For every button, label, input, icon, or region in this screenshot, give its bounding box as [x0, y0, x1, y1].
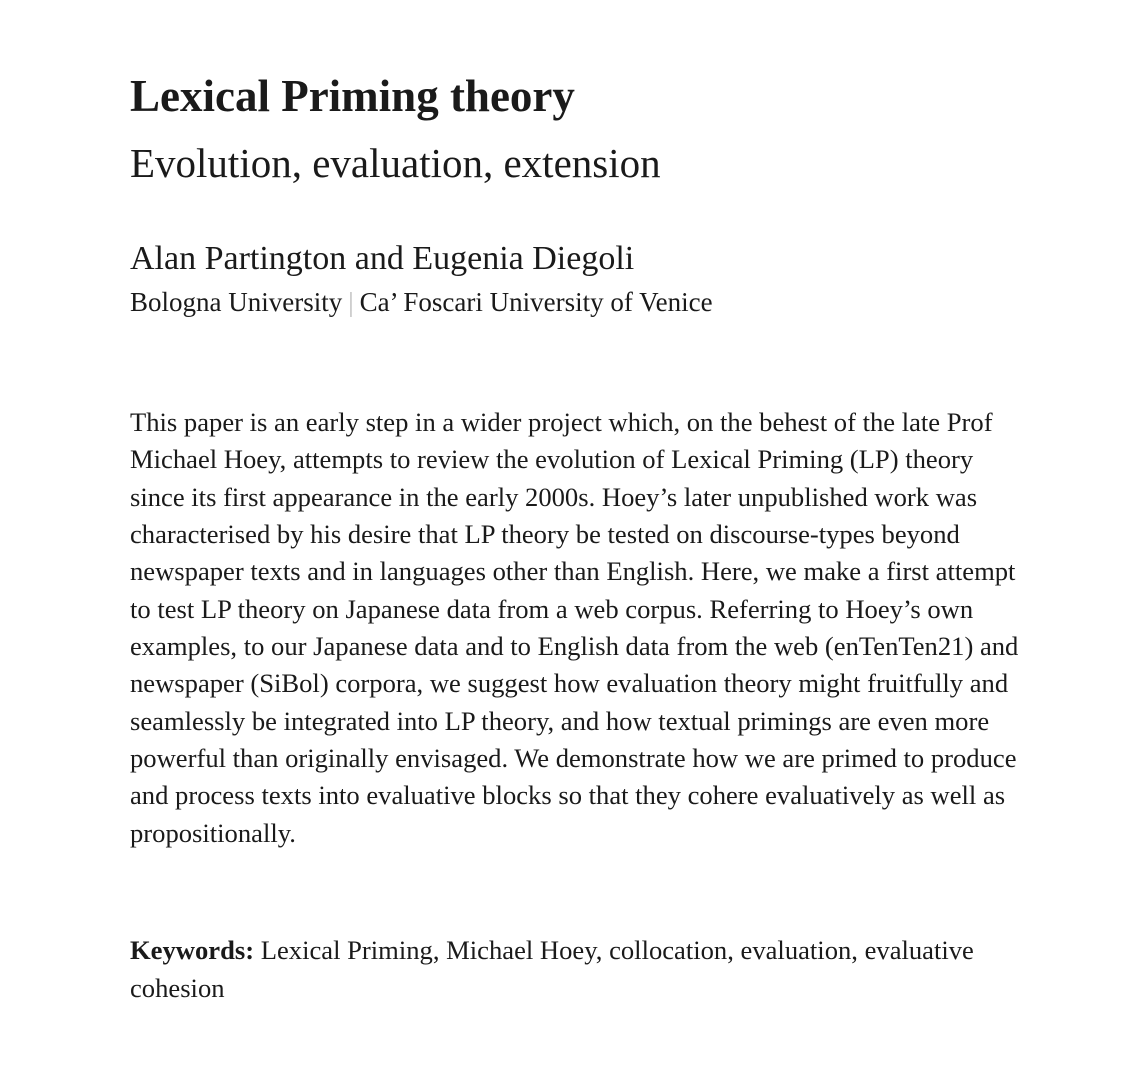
affiliation-venice: Ca’ Foscari University of Venice — [359, 287, 713, 317]
affiliation-separator: | — [348, 287, 354, 317]
keywords-label: Keywords: — [130, 935, 255, 965]
affiliations — [130, 284, 713, 320]
keywords-list: Lexical Priming, Michael Hoey, collocation, evaluation, evaluative cohesion — [130, 935, 974, 1003]
paper-subtitle: Evolution, evaluation, extension — [130, 140, 661, 186]
author-names: Alan Partington and Eugenia Diegoli — [130, 240, 635, 277]
abstract-text: This paper is an early step in a wider project which, on the behest of the late Prof Michael Hoey, attempts to review the evolution of Lexical Priming (LP) theory since its first appearance in the early 2000s. Hoey’s later unpublished work was characterised by his desire that LP theory be tested on discourse-types beyond newspaper texts and in languages other than English. Here, we make a first attempt to test LP theory on Japanese data from a web corpus. Referring to Hoey’s own examples, to our Japanese data and to English data from the web (enTenTen21) and newspaper (SiBol) corpora, we suggest how evaluation theory might fruitfully and seamlessly be integrated into LP theory, and how textual primings are even more powerful than originally envisaged. We demonstrate how we are primed to produce and process texts into evaluative blocks so that they cohere evaluatively as well as propositionally. — [130, 407, 1019, 848]
keywords — [130, 932, 1030, 1007]
paper-title: Lexical Priming theory — [130, 71, 575, 121]
affiliation-bologna: Bologna University — [130, 287, 343, 317]
